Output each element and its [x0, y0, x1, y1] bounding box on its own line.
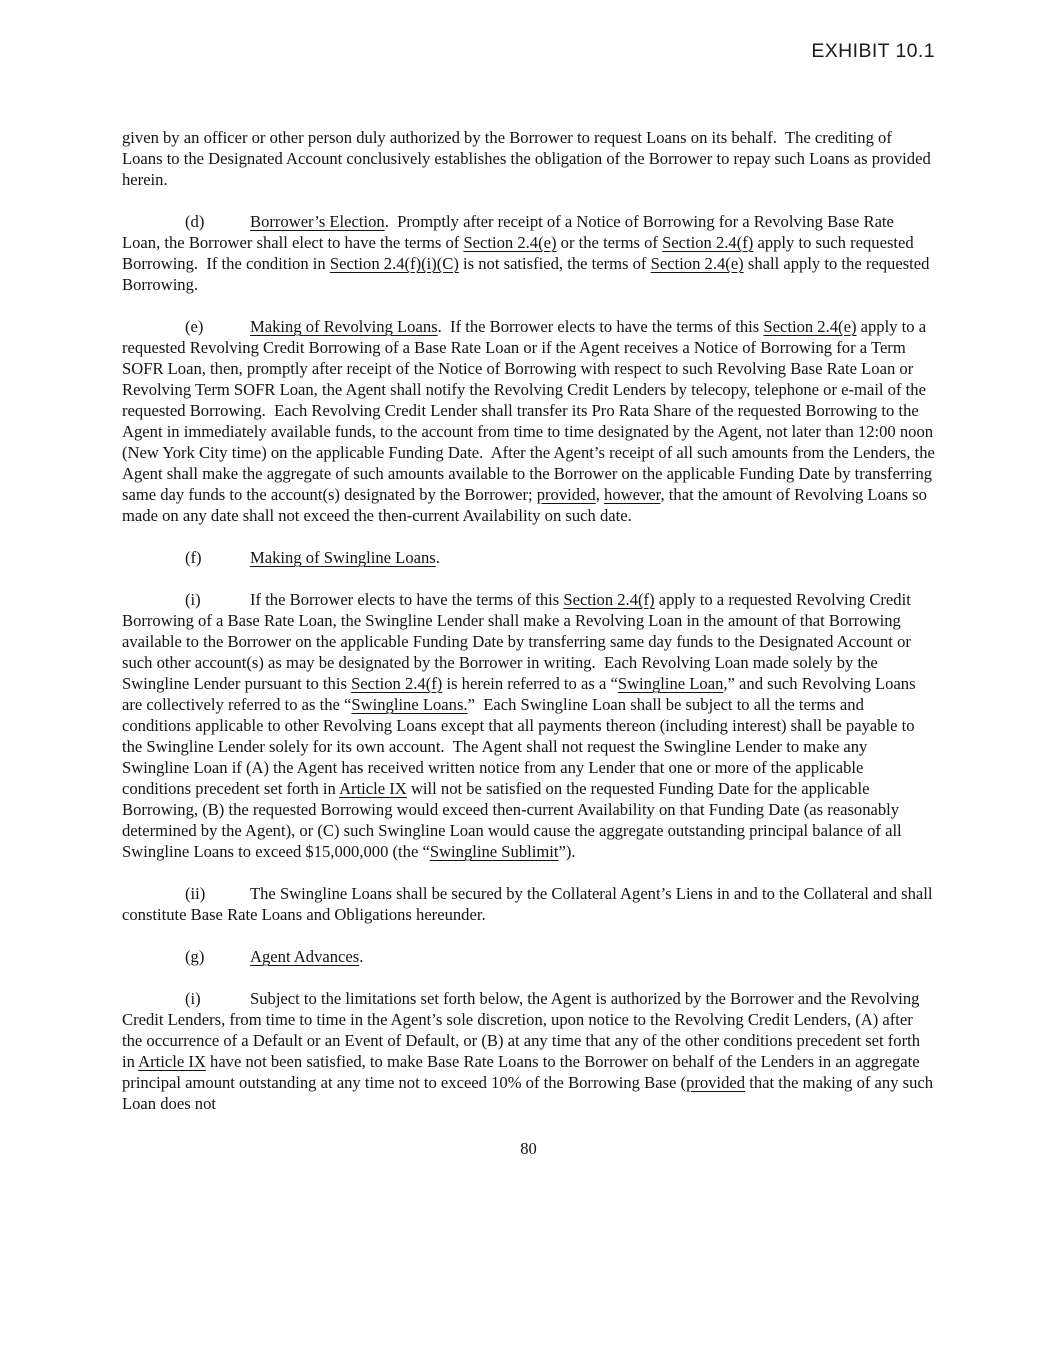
paragraph-g-text: Agent Advances.: [250, 947, 364, 966]
paragraph-d: [122, 211, 935, 295]
paragraph-f-label: (f): [185, 548, 202, 567]
paragraph-f-heading: [122, 547, 935, 568]
paragraph-g-i-text: Subject to the limitations set forth below, the Agent is authorized by the Borrower and the Revolving Credit Lenders, from time to time in the Agent’s sole discretion, upon notice to the Revolving Credit Lenders, (A) after the occurrence of a Default or an Event of Default, or (B) at any time that any of the other conditions precedent set forth in Article IX have not been satisfied, to make Base Rate Loans to the Borrower on behalf of the Lenders in an aggregate principal amount outstanding at any time not to exceed 10% of the Borrowing Base (provided that the making of any such Loan does not: [122, 989, 938, 1113]
page-number: 80: [520, 1139, 537, 1158]
paragraph-f-ii: [122, 883, 935, 925]
document-body: [122, 127, 939, 1114]
paragraph-g-heading: [122, 946, 935, 967]
paragraph-e: [122, 316, 939, 526]
paragraph-g-i: [122, 988, 938, 1114]
paragraph-f-ii-label: (ii): [185, 884, 206, 903]
paragraph-e-text: Making of Revolving Loans. If the Borrower elects to have the terms of this Section 2.4(e) apply to a requested Revolving Credit Borrowing of a Base Rate Loan or if the Agent receives a Notice of Borrowing for a Term SOFR Loan, then, promptly after receipt of the Notice of Borrowing with respect to such Revolving Base Rate Loan or Revolving Term SOFR Loan, the Agent shall notify the Revolving Credit Lenders by telecopy, telephone or e-mail of the requested Borrowing. Each Revolving Credit Lender shall transfer its Pro Rata Share of the requested Borrowing to the Agent in immediately available funds, to the account from time to time designated by the Agent, not later than 12:00 noon (New York City time) on the applicable Funding Date. After the Agent’s receipt of all such amounts from the Lenders, the Agent shall make the aggregate of such amounts available to the Borrower on the applicable Funding Date by transferring same day funds to the account(s) designated by the Borrower; provided, however, that the amount of Revolving Loans so made on any date shall not exceed the then-current Availability on such date.: [122, 317, 939, 525]
exhibit-header: EXHIBIT 10.1: [811, 40, 935, 62]
paragraph-g-i-label: (i): [185, 989, 201, 1008]
paragraph-d-text: Borrower’s Election. Promptly after receipt of a Notice of Borrowing for a Revolving Base Rate Loan, the Borrower shall elect to have the terms of Section 2.4(e) or the terms of Section 2.4(f) apply to such requested Borrowing. If the condition in Section 2.4(f)(i)(C) is not satisfied, the terms of Section 2.4(e) shall apply to the requested Borrowing.: [122, 212, 934, 294]
paragraph-d-label: (d): [185, 212, 205, 231]
paragraph-intro: given by an officer or other person duly authorized by the Borrower to request Loans on its behalf. The crediting of Loans to the Designated Account conclusively establishes the obligation of the Borrower to repay such Loans as provided herein.: [122, 128, 935, 189]
paragraph-f-ii-text: The Swingline Loans shall be secured by the Collateral Agent’s Liens in and to the Collateral and shall constitute Base Rate Loans and Obligations hereunder.: [122, 884, 937, 924]
paragraph-g-label: (g): [185, 947, 205, 966]
paragraph-e-label: (e): [185, 317, 204, 336]
paragraph-f-i: [122, 589, 935, 862]
paragraph-f-i-label: (i): [185, 590, 201, 609]
paragraph-f-i-text: If the Borrower elects to have the terms of this Section 2.4(f) apply to a requested Revolving Credit Borrowing of a Base Rate Loan, the Swingline Lender shall make a Revolving Loan in the amount of that Borrowing available to the Borrower on the applicable Funding Date by transferring same day funds to the Designated Account or such other account(s) as may be designated by the Borrower in writing. Each Revolving Loan made solely by the Swingline Lender pursuant to this Section 2.4(f) is herein referred to as a “Swingline Loan,” and such Revolving Loans are collectively referred to as the “Swingline Loans.” Each Swingline Loan shall be subject to all the terms and conditions applicable to other Revolving Loans except that all payments thereon (including interest) shall be payable to the Swingline Lender solely for its own account. The Agent shall not request the Swingline Lender to make any Swingline Loan if (A) the Agent has received written notice from any Lender that one or more of the applicable conditions precedent set forth in Article IX will not be satisfied on the requested Funding Date for the applicable Borrowing, (B) the requested Borrowing would exceed then-current Availability on that Funding Date (as reasonably determined by the Agent), or (C) such Swingline Loan would cause the aggregate outstanding principal balance of all Swingline Loans to exceed $15,000,000 (the “Swingline Sublimit”).: [122, 590, 920, 861]
paragraph-f-text: Making of Swingline Loans.: [250, 548, 440, 567]
